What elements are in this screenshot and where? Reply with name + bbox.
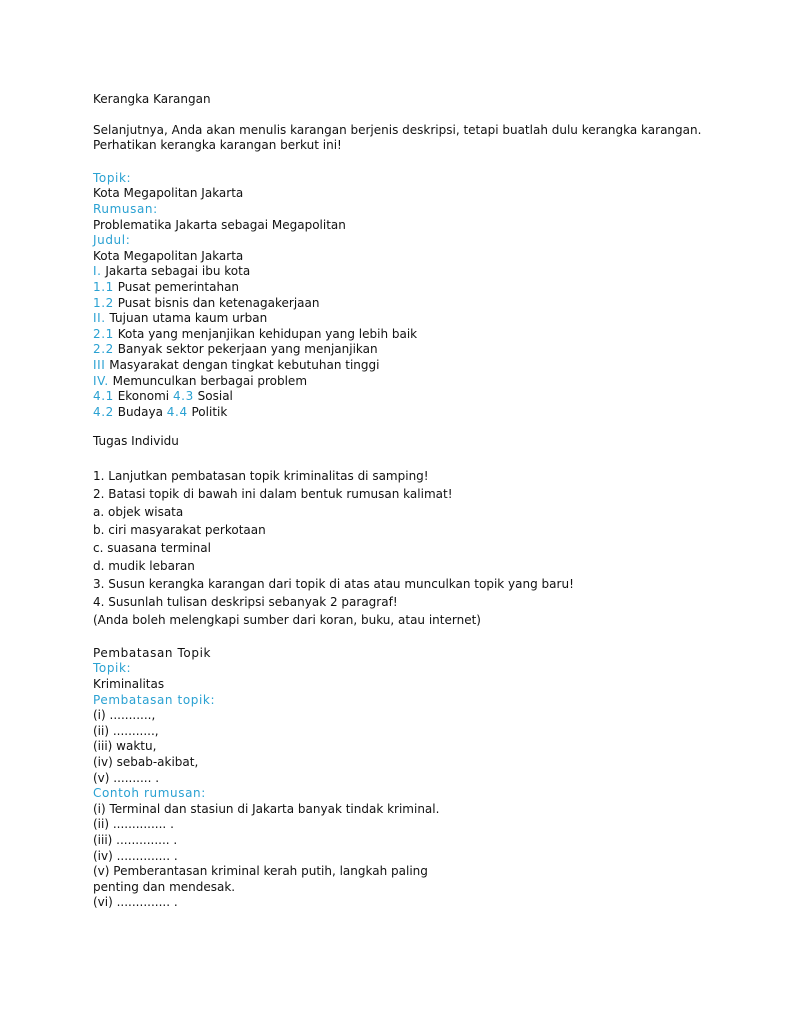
contoh-item: (i) Terminal dan stasiun di Jakarta banyak tindak kriminal. [93, 801, 440, 816]
outline-text: Pusat bisnis dan ketenagakerjaan [113, 295, 320, 310]
outline-text: Jakarta sebagai ibu kota [101, 264, 251, 279]
tugas-title: Tugas Individu [93, 434, 179, 449]
outline-text: Budaya [113, 404, 167, 419]
rumusan-label: Rumusan: [93, 201, 158, 216]
tugas-line: 1. Lanjutkan pembatasan topik kriminalitas di samping! [93, 468, 429, 483]
outline-item [93, 342, 713, 358]
pembatasan-item: (ii) ..........., [93, 723, 159, 738]
contoh-item: (vi) .............. . [93, 895, 178, 910]
outline-text: Sosial [193, 389, 233, 404]
outline-number: 1.2 [93, 295, 114, 310]
topik-label: Topik: [93, 170, 132, 185]
outline-number: II. [93, 311, 106, 326]
outline-number: 1.1 [93, 279, 114, 294]
judul-label: Judul: [93, 233, 131, 248]
outline-text: Tujuan utama kaum urban [105, 311, 268, 326]
outline-item [93, 327, 713, 343]
outline-item [93, 264, 713, 280]
contoh-item: (iii) .............. . [93, 833, 178, 847]
tugas-line: 2. Batasi topik di bawah ini dalam bentuk rumusan kalimat! [93, 486, 453, 501]
judul-value: Kota Megapolitan Jakarta [93, 248, 244, 263]
outline-item [93, 296, 713, 312]
outline-text: Politik [187, 404, 228, 419]
spacer [93, 450, 713, 467]
tugas-line: 3. Susun kerangka karangan dari topik di atas atau munculkan topik yang baru! [93, 576, 574, 591]
pembatasan-title: Pembatasan Topik [93, 645, 212, 660]
outline-text: Kota yang menjanjikan kehidupan yang lebih baik [113, 326, 418, 341]
outline-number: 4.1 [93, 389, 114, 404]
rumusan-value: Problematika Jakarta sebagai Megapolitan [93, 217, 346, 232]
intro-line-1: Selanjutnya, Anda akan menulis karangan berjenis deskripsi, tetapi buatlah dulu kerangka karangan. [93, 122, 702, 137]
outline-text: Banyak sektor pekerjaan yang menjanjikan [113, 342, 378, 357]
contoh-item: (ii) .............. . [93, 817, 174, 832]
outline-text: Memunculkan berbagai problem [108, 373, 308, 388]
outline-number: 4.4 [166, 404, 188, 419]
contoh-item: (v) Pemberantasan kriminal kerah putih, langkah paling [93, 864, 428, 879]
intro-line-2: Perhatikan kerangka karangan berkut ini! [93, 138, 342, 153]
outline-text: Ekonomi [113, 389, 173, 404]
outline-item-pair [93, 405, 713, 421]
page-title: Kerangka Karangan [93, 92, 211, 106]
tugas-line: c. suasana terminal [93, 540, 211, 555]
outline-item [93, 358, 713, 374]
outline-number: 4.3 [172, 389, 194, 404]
outline-number: 2.1 [93, 326, 114, 341]
pembatasan-item: (v) .......... . [93, 770, 160, 785]
tugas-line: a. objek wisata [93, 504, 184, 519]
outline-item [93, 374, 713, 390]
outline-number: 2.2 [93, 342, 114, 357]
outline-number: I. [93, 264, 102, 279]
outline-number: III [93, 357, 106, 372]
tugas-line: b. ciri masyarakat perkotaan [93, 522, 266, 537]
outline-item [93, 311, 713, 327]
spacer [93, 154, 713, 171]
outline-item-pair [93, 389, 713, 405]
pembatasan-item: (iii) waktu, [93, 739, 157, 754]
document-page [93, 92, 713, 911]
outline-text: Pusat pemerintahan [113, 279, 240, 294]
pembatasan-item: (i) ..........., [93, 708, 156, 723]
tugas-line: d. mudik lebaran [93, 558, 195, 573]
spacer [93, 108, 713, 123]
outline-item [93, 280, 713, 296]
contoh-item: penting dan mendesak. [93, 879, 236, 894]
outline-text: Masyarakat dengan tingkat kebutuhan tinggi [105, 357, 380, 372]
topik-value: Kota Megapolitan Jakarta [93, 186, 244, 201]
contoh-rumusan-label: Contoh rumusan: [93, 786, 206, 801]
outline-number: 4.2 [93, 404, 114, 419]
spacer [93, 420, 713, 434]
outline-number: IV. [93, 373, 109, 388]
contoh-item: (iv) .............. . [93, 848, 178, 863]
pembatasan-topik-label: Topik: [93, 661, 132, 676]
tugas-line: 4. Susunlah tulisan deskripsi sebanyak 2 paragraf! [93, 594, 398, 609]
tugas-line: (Anda boleh melengkapi sumber dari koran, buku, atau internet) [93, 612, 481, 627]
pembatasan-topik-list-label: Pembatasan topik: [93, 692, 216, 707]
pembatasan-topik-value: Kriminalitas [93, 677, 165, 692]
spacer [93, 629, 713, 646]
pembatasan-item: (iv) sebab-akibat, [93, 755, 199, 770]
